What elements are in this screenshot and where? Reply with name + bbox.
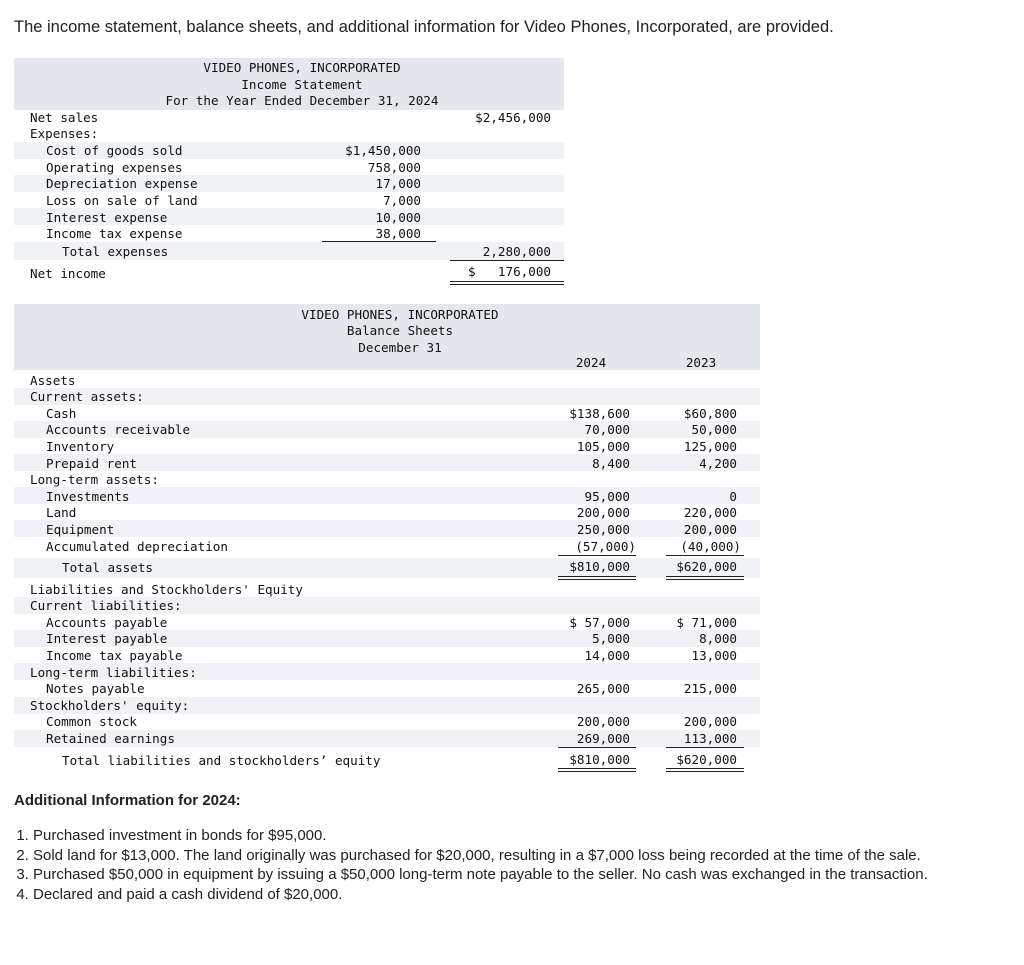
value-2023: 125,000: [683, 439, 737, 454]
expense-value: 10,000: [375, 210, 421, 225]
value-2024: 105,000: [576, 439, 630, 454]
is-company: VIDEO PHONES, INCORPORATED: [203, 60, 401, 75]
value-2023: 220,000: [683, 505, 737, 520]
col-header-2023: 2023: [685, 355, 717, 370]
equity-label: Stockholders' equity:: [30, 698, 190, 713]
value-2023: 13,000: [691, 648, 737, 663]
row-label: Equipment: [46, 522, 115, 537]
additional-info-item: 4. Declared and paid a cash dividend of $20,000.: [33, 885, 1024, 905]
assets-label: Assets: [30, 373, 76, 388]
assets-underline-2023: [666, 555, 744, 556]
additional-info-title: Additional Information for 2024:: [14, 792, 241, 809]
total-le-line-2023: [666, 768, 744, 769]
total-le-2023: $620,000: [676, 752, 737, 767]
expense-value: 38,000: [375, 226, 421, 241]
expense-value: 17,000: [375, 176, 421, 191]
net-income-label: Net income: [30, 266, 106, 281]
value-2024: 14,000: [584, 648, 630, 663]
net-income-dollar: $: [468, 264, 476, 279]
value-2023: 113,000: [683, 731, 737, 746]
net-income-double-underline: [450, 284, 564, 285]
row-label: Investments: [46, 489, 130, 504]
total-assets-2023: $620,000: [676, 559, 737, 574]
net-income-value: 176,000: [497, 264, 551, 279]
value-2024: 265,000: [576, 681, 630, 696]
row-label: Interest payable: [46, 631, 168, 646]
le-underline-2024: [558, 747, 636, 748]
row-label: Accumulated depreciation: [46, 539, 228, 554]
additional-info-list: [14, 826, 1024, 904]
row-label: Retained earnings: [46, 731, 175, 746]
net-sales-value: $2,456,000: [475, 110, 551, 125]
value-2023: $60,800: [683, 406, 737, 421]
expense-label: Depreciation expense: [46, 176, 198, 191]
row-label: Inventory: [46, 439, 115, 454]
current-assets-label: Current assets:: [30, 389, 144, 404]
value-2023: 200,000: [683, 714, 737, 729]
value-2023: 50,000: [691, 422, 737, 437]
value-2024: 250,000: [576, 522, 630, 537]
total-expenses-underline: [450, 260, 564, 261]
liab-equity-label: Liabilities and Stockholders' Equity: [30, 582, 303, 597]
value-2023: 200,000: [683, 522, 737, 537]
total-le-line-2024: [558, 768, 636, 769]
long-term-assets-label: Long-term assets:: [30, 472, 159, 487]
le-underline-2023: [666, 747, 744, 748]
value-2024: 200,000: [576, 714, 630, 729]
value-2024: (57,000): [575, 539, 636, 554]
additional-info-item: 3. Purchased $50,000 in equipment by issuing a $50,000 long-term note payable to the seller. No cash was exchanged in the transaction.: [33, 865, 1024, 885]
value-2023: 8,000: [699, 631, 737, 646]
additional-info-item: 2. Sold land for $13,000. The land originally was purchased for $20,000, resulting in a $7,000 loss being recorded at the time of the sale.: [33, 846, 1024, 866]
value-2024: 95,000: [584, 489, 630, 504]
value-2023: 4,200: [699, 456, 737, 471]
is-period: For the Year Ended December 31, 2024: [165, 93, 439, 108]
total-le-label: Total liabilities and stockholders’ equity: [62, 753, 381, 768]
row-label: Income tax payable: [46, 648, 183, 663]
bs-date: December 31: [358, 340, 442, 355]
expense-label: Loss on sale of land: [46, 193, 198, 208]
row-label: Accounts receivable: [46, 422, 191, 437]
is-title: Income Statement: [241, 77, 363, 92]
total-assets-dline-2023: [666, 579, 744, 580]
total-le-2024: $810,000: [569, 752, 630, 767]
assets-underline-2024: [558, 555, 636, 556]
total-assets-dline-2024: [558, 579, 636, 580]
value-2023: 215,000: [683, 681, 737, 696]
additional-info-item: 1. Purchased investment in bonds for $95,000.: [33, 826, 1024, 846]
total-expenses-value: 2,280,000: [482, 244, 551, 259]
bs-company: VIDEO PHONES, INCORPORATED: [301, 307, 499, 322]
value-2024: 8,400: [592, 456, 630, 471]
net-income-underline: [450, 281, 564, 282]
expense-value: $1,450,000: [345, 143, 421, 158]
expense-value: 758,000: [367, 160, 421, 175]
row-label: Notes payable: [46, 681, 145, 696]
value-2024: 269,000: [576, 731, 630, 746]
value-2024: $138,600: [569, 406, 630, 421]
total-le-dline-2023: [666, 771, 744, 772]
value-2023: $ 71,000: [676, 615, 737, 630]
value-2024: 200,000: [576, 505, 630, 520]
expense-label: Interest expense: [46, 210, 168, 225]
expense-label: Operating expenses: [46, 160, 183, 175]
total-expenses-label: Total expenses: [62, 244, 169, 259]
current-liabilities-label: Current liabilities:: [30, 598, 182, 613]
value-2023: (40,000): [680, 539, 741, 554]
value-2024: 5,000: [592, 631, 630, 646]
expense-label: Income tax expense: [46, 226, 183, 241]
total-assets-line-2024: [558, 576, 636, 577]
long-term-liabilities-label: Long-term liabilities:: [30, 665, 197, 680]
bs-title: Balance Sheets: [346, 323, 454, 338]
expense-value: 7,000: [383, 193, 421, 208]
total-le-dline-2024: [558, 771, 636, 772]
row-label: Accounts payable: [46, 615, 168, 630]
row-label: Prepaid rent: [46, 456, 137, 471]
expenses-label: Expenses:: [30, 126, 99, 141]
row-label: Land: [46, 505, 77, 520]
total-assets-label: Total assets: [62, 560, 153, 575]
value-2024: $ 57,000: [569, 615, 630, 630]
value-2024: 70,000: [584, 422, 630, 437]
value-2023: 0: [729, 489, 737, 504]
expense-label: Cost of goods sold: [46, 143, 183, 158]
total-assets-line-2023: [666, 576, 744, 577]
col-header-2024: 2024: [575, 355, 607, 370]
intro-text: The income statement, balance sheets, and additional information for Video Phones, Incorporated, are provided.: [14, 18, 834, 36]
row-label: Cash: [46, 406, 77, 421]
row-label: Common stock: [46, 714, 137, 729]
total-assets-2024: $810,000: [569, 559, 630, 574]
net-sales-label: Net sales: [30, 110, 99, 125]
expenses-underline: [322, 241, 436, 242]
